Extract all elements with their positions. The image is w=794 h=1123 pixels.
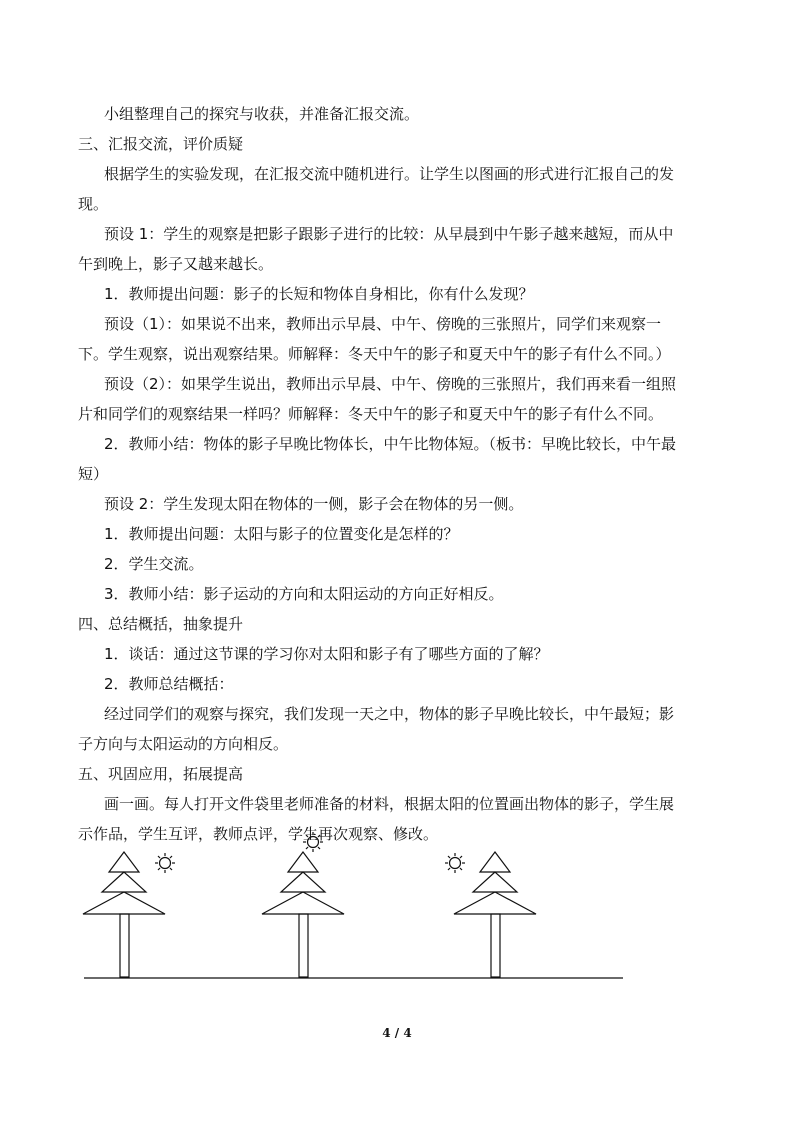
list-item: 2．学生交流。 xyxy=(104,555,204,573)
paragraph: 预设 2：学生发现太阳在物体的一侧，影子会在物体的另一侧。 xyxy=(104,495,524,513)
sun-evening-icon xyxy=(445,853,465,873)
page-number: 4 / 4 xyxy=(382,1026,412,1040)
paragraph: 午到晚上，影子又越来越长。 xyxy=(78,255,274,273)
paragraph: 短） xyxy=(78,465,109,483)
sun-morning-icon xyxy=(155,853,175,873)
paragraph: 预设（2）：如果学生说出，教师出示早晨、中午、傍晚的三张照片，我们再来看一组照 xyxy=(104,375,677,393)
tree-evening-icon xyxy=(454,852,536,977)
paragraph: 示作品，学生互评，教师点评，学生再次观察、修改。 xyxy=(78,825,439,843)
list-item: 2．教师小结：物体的影子早晚比物体长，中午比物体短。（板书：早晚比较长，中午最 xyxy=(104,435,677,453)
paragraph: 子方向与太阳运动的方向相反。 xyxy=(78,735,289,753)
paragraph: 片和同学们的观察结果一样吗？师解释：冬天中午的影子和夏天中午的影子有什么不同。 xyxy=(78,405,664,423)
paragraph: 画一画。每人打开文件袋里老师准备的材料，根据太阳的位置画出物体的影子，学生展 xyxy=(104,795,675,813)
paragraph: 根据学生的实验发现，在汇报交流中随机进行。让学生以图画的形式进行汇报自己的发 xyxy=(104,165,675,183)
section-heading: 四、总结概括，抽象提升 xyxy=(78,615,244,633)
list-item: 1．教师提出问题：太阳与影子的位置变化是怎样的？ xyxy=(104,525,459,543)
tree-morning-icon xyxy=(83,852,165,977)
paragraph: 现。 xyxy=(78,195,109,213)
tree-noon-icon xyxy=(262,852,344,977)
trees-and-sun-figure xyxy=(70,826,640,988)
paragraph: 小组整理自己的探究与收获，并准备汇报交流。 xyxy=(104,105,420,123)
list-item: 1．教师提出问题：影子的长短和物体自身相比，你有什么发现？ xyxy=(104,285,534,303)
paragraph: 经过同学们的观察与探究，我们发现一天之中，物体的影子早晚比较长，中午最短；影 xyxy=(104,705,675,723)
sun-noon-icon xyxy=(303,832,323,852)
list-item: 1．谈话：通过这节课的学习你对太阳和影子有了哪些方面的了解？ xyxy=(104,645,549,663)
list-item: 2．教师总结概括： xyxy=(104,675,234,693)
list-item: 3．教师小结：影子运动的方向和太阳运动的方向正好相反。 xyxy=(104,585,504,603)
section-heading: 三、汇报交流，评价质疑 xyxy=(78,135,244,153)
paragraph: 下。学生观察，说出观察结果。师解释：冬天中午的影子和夏天中午的影子有什么不同。） xyxy=(78,345,671,363)
paragraph: 预设 1：学生的观察是把影子跟影子进行的比较：从早晨到中午影子越来越短，而从中 xyxy=(104,225,674,243)
paragraph: 预设（1）：如果说不出来，教师出示早晨、中午、傍晚的三张照片，同学们来观察一 xyxy=(104,315,662,333)
section-heading: 五、巩固应用，拓展提高 xyxy=(78,765,244,783)
